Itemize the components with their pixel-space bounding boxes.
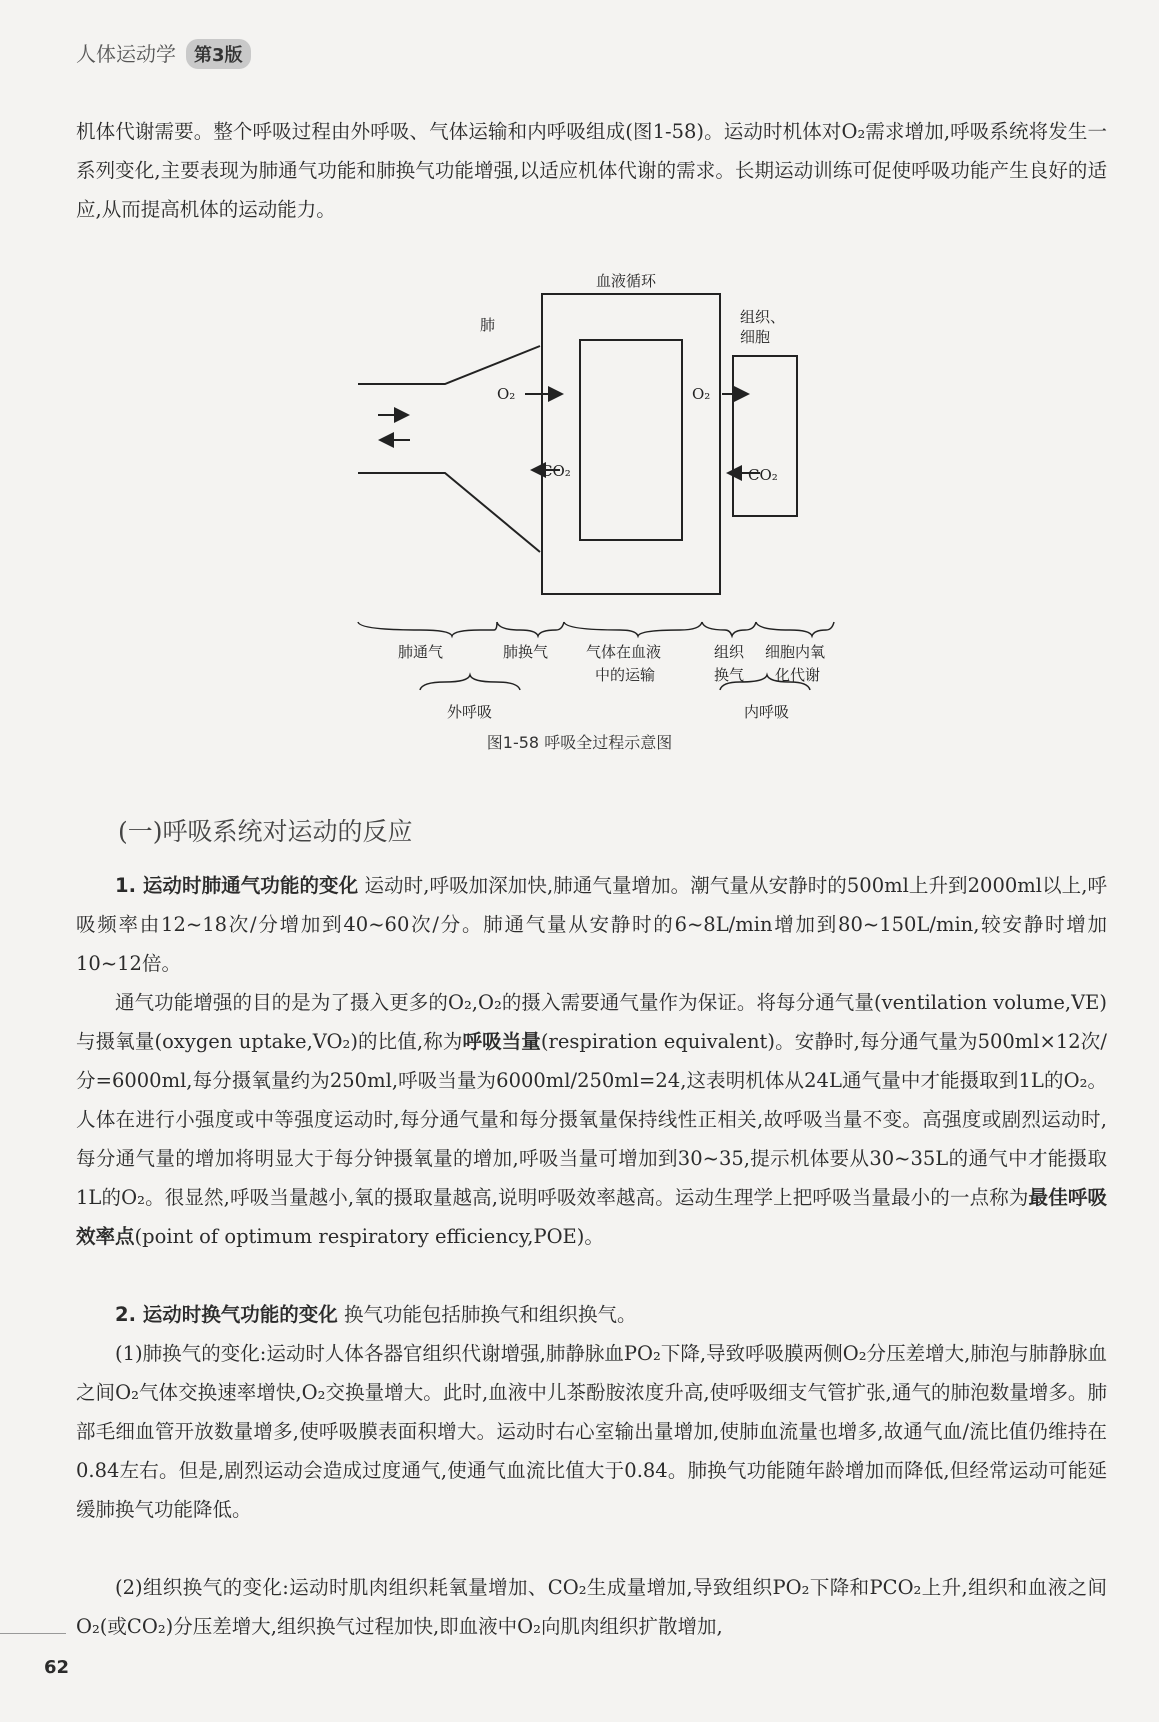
stage-cell-oxidation-2: 化代谢 [775, 666, 821, 684]
stage-pulmonary-exchange: 肺换气 [503, 643, 549, 661]
stage-blood-transport-2: 中的运输 [595, 666, 656, 684]
edition-badge: 第3版 [186, 39, 251, 69]
p2-a: 通气功能增强的目的是为了摄入更多的O₂,O₂的摄入需要通气量作为保证。将每分通气量(ventilation volume,VE)与摄氧量(oxygen uptake,VO₂)的比值,称为 [76, 991, 1107, 1053]
footer-rule [0, 1633, 66, 1634]
label-o2-tissue: O₂ [692, 385, 711, 403]
lung-shape [358, 346, 540, 552]
p2-b: (respiration equivalent)。安静时,每分通气量为500ml×12次/分=6000ml,每分摄氧量约为250ml,呼吸当量为6000ml/250ml=24,这表明机体从24L通气量中才能摄取到1L的O₂。人体在进行小强度或中等强度运动时,每分通气量和每分摄氧量保持线性正相关,故呼吸当量不变。高强度或剧烈运动时,每分通气量的增加将明显大于每分钟摄氧量的增加,呼吸当量可增加到30~35,提示机体要从30~35L的通气中才能摄取1L的O₂。很显然,呼吸当量越小,氧的摄取量越高,说明呼吸效率越高。运动生理学上把呼吸当量最小的一点称为 [76, 1030, 1107, 1209]
intro-paragraph: 机体代谢需要。整个呼吸过程由外呼吸、气体运输和内呼吸组成(图1-58)。运动时机体对O₂需求增加,呼吸系统将发生一系列变化,主要表现为肺通气功能和肺换气功能增强,以适应机体代谢的需求。长期运动训练可促使呼吸功能产生良好的适应,从而提高机体的运动能力。 [76, 120, 1107, 221]
book-title: 人体运动学 [76, 42, 176, 66]
paragraph-respiration-equivalent [76, 983, 1107, 1256]
label-internal-respiration: 内呼吸 [744, 703, 790, 721]
figure-caption: 图1-58 呼吸全过程示意图 [486, 733, 673, 752]
label-co2-lung: CO₂ [541, 462, 571, 480]
respiration-diagram [0, 270, 1159, 730]
label-lung: 肺 [480, 316, 496, 334]
stage-pulmonary-ventilation: 肺通气 [398, 643, 444, 661]
stage-blood-transport-1: 气体在血液 [586, 643, 662, 661]
section-heading: (一)呼吸系统对运动的反应 [118, 817, 413, 846]
label-tissue-1: 组织、 [740, 308, 786, 326]
heading-gas-exchange: 2. 运动时换气功能的变化 [115, 1303, 338, 1326]
p2-c: (point of optimum respiratory efficiency,POE)。 [134, 1225, 604, 1248]
text-ventilation: 运动时,呼吸加深加快,肺通气量增加。潮气量从安静时的500ml上升到2000ml以上,呼吸频率由12~18次/分增加到40~60次/分。肺通气量从安静时的6~8L/min增加到80~150L/min,较安静时增加10~12倍。 [76, 874, 1107, 975]
label-tissue-2: 细胞 [740, 328, 771, 346]
stage-tissue-exchange-2: 换气 [714, 666, 745, 684]
label-o2-lung: O₂ [497, 385, 516, 403]
paragraph-tissue-exchange: (2)组织换气的变化:运动时肌肉组织耗氧量增加、CO₂生成量增加,导致组织PO₂下降和PCO₂上升,组织和血液之间O₂(或CO₂)分压差增大,组织换气过程加快,即血液中O₂向肌肉组织扩散增加, [76, 1576, 1107, 1638]
term-optimum-efficiency: 最佳呼吸效率点 [76, 1186, 1107, 1248]
text-gas-exchange: 换气功能包括肺换气和组织换气。 [337, 1303, 637, 1326]
heading-ventilation: 1. 运动时肺通气功能的变化 [115, 874, 359, 897]
paragraph-ventilation [76, 866, 1107, 983]
label-blood-circulation: 血液循环 [596, 272, 657, 290]
inner-vessel-box [580, 340, 682, 540]
stage-cell-oxidation-1: 细胞内氧 [765, 643, 826, 661]
paragraph-lung-exchange: (1)肺换气的变化:运动时人体各器官组织代谢增强,肺静脉血PO₂下降,导致呼吸膜两侧O₂分压差增大,肺泡与肺静脉血之间O₂气体交换速率增快,O₂交换量增大。此时,血液中儿茶酚胺浓度升高,使呼吸细支气管扩张,通气的肺泡数量增多。肺部毛细血管开放数量增多,使呼吸膜表面积增大。运动时右心室输出量增加,使肺血流量也增多,故通气血/流比值仍维持在0.84左右。但是,剧烈运动会造成过度通气,使通气血流比值大于0.84。肺换气功能随年龄增加而降低,但经常运动可能延缓肺换气功能降低。 [76, 1342, 1107, 1521]
label-co2-tissue: CO₂ [748, 466, 778, 484]
running-header [76, 38, 251, 69]
page-number: 62 [44, 1657, 70, 1678]
label-external-respiration: 外呼吸 [447, 703, 493, 721]
tissue-cell-box [733, 356, 797, 516]
paragraph-gas-exchange [76, 1295, 1107, 1334]
term-respiration-equivalent: 呼吸当量 [462, 1030, 541, 1053]
stage-tissue-exchange-1: 组织 [714, 643, 745, 661]
